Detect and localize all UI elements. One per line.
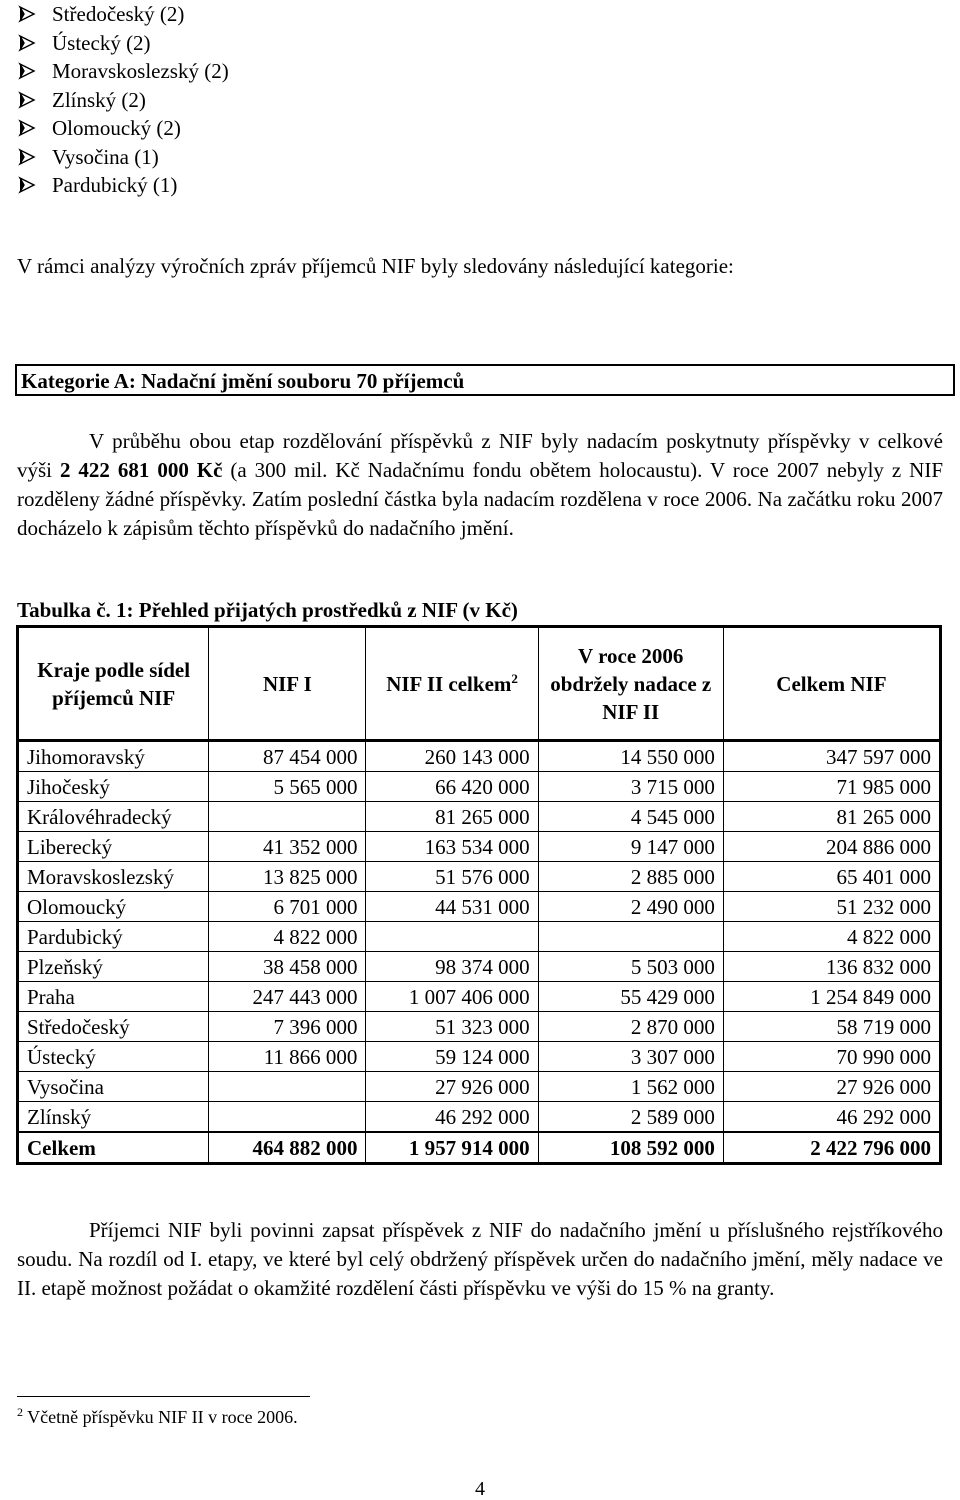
table-row	[18, 892, 941, 922]
region-cell: Pardubický	[18, 922, 209, 952]
region-cell: Moravskoslezský	[18, 862, 209, 892]
amount-cell: 59 124 000	[366, 1042, 538, 1072]
amount-cell: 66 420 000	[366, 772, 538, 802]
amount-cell: 4 822 000	[723, 922, 940, 952]
amount-cell: 9 147 000	[538, 832, 723, 862]
amount-cell	[209, 1102, 366, 1133]
arrowhead-bullet-icon	[18, 148, 52, 166]
amount-cell: 38 458 000	[209, 952, 366, 982]
amount-cell: 2 422 796 000	[723, 1132, 940, 1164]
amount-cell: 51 232 000	[723, 892, 940, 922]
table-row	[18, 741, 941, 772]
table-total-row	[18, 1132, 941, 1164]
amount-cell: 3 715 000	[538, 772, 723, 802]
region-cell: Zlínský	[18, 1102, 209, 1133]
bullet-text: Olomoucký (2)	[52, 116, 181, 141]
amount-cell: 1 957 914 000	[366, 1132, 538, 1164]
amount-cell: 7 396 000	[209, 1012, 366, 1042]
amount-cell: 464 882 000	[209, 1132, 366, 1164]
region-cell: Celkem	[18, 1132, 209, 1164]
intro-paragraph: V rámci analýzy výročních zpráv příjemců NIF byly sledovány následující kategorie:	[17, 254, 734, 278]
arrowhead-bullet-icon	[18, 62, 52, 80]
bullet-item	[18, 171, 229, 200]
amount-cell: 41 352 000	[209, 832, 366, 862]
category-text-after: (a 300 mil. Kč Nadačnímu fondu obětem holocaustu). V roce 2007 nebyly z NIF rozděleny žádné příspěvky. Zatím poslední částka byla nadacím rozdělena v roce 2006. Na začátku roku 2007 docházelo k zápisům těchto příspěvků do nadačního jmění.	[17, 458, 943, 540]
bullet-item	[18, 57, 229, 86]
amount-cell: 2 490 000	[538, 892, 723, 922]
amount-cell: 3 307 000	[538, 1042, 723, 1072]
table-row	[18, 862, 941, 892]
bullet-text: Pardubický (1)	[52, 173, 178, 198]
category-paragraph	[17, 427, 943, 543]
amount-cell: 4 545 000	[538, 802, 723, 832]
header-regions: Kraje podle sídel příjemců NIF	[18, 627, 209, 741]
table-row	[18, 1012, 941, 1042]
amount-cell: 5 503 000	[538, 952, 723, 982]
amount-cell: 13 825 000	[209, 862, 366, 892]
table-row	[18, 1102, 941, 1133]
amount-cell	[209, 1072, 366, 1102]
region-cell: Jihomoravský	[18, 741, 209, 772]
category-heading: Kategorie A: Nadační jmění souboru 70 příjemců	[21, 369, 465, 393]
amount-cell	[209, 802, 366, 832]
amount-cell	[538, 922, 723, 952]
amount-cell: 2 885 000	[538, 862, 723, 892]
footnote-text: Včetně příspěvku NIF II v roce 2006.	[23, 1407, 298, 1427]
amount-cell: 55 429 000	[538, 982, 723, 1012]
bullet-text: Vysočina (1)	[52, 144, 159, 169]
amount-cell: 1 254 849 000	[723, 982, 940, 1012]
region-cell: Jihočeský	[18, 772, 209, 802]
amount-cell: 51 576 000	[366, 862, 538, 892]
table-row	[18, 802, 941, 832]
footnote	[17, 1405, 298, 1429]
bullet-item	[18, 114, 229, 143]
category-heading-box	[15, 364, 955, 396]
amount-cell: 81 265 000	[366, 802, 538, 832]
amount-cell: 98 374 000	[366, 952, 538, 982]
region-cell: Vysočina	[18, 1072, 209, 1102]
amount-cell: 108 592 000	[538, 1132, 723, 1164]
table-row	[18, 952, 941, 982]
header-total: Celkem NIF	[723, 627, 940, 741]
arrowhead-bullet-icon	[18, 176, 52, 194]
table-row	[18, 922, 941, 952]
amount-cell: 1 562 000	[538, 1072, 723, 1102]
amount-cell: 1 007 406 000	[366, 982, 538, 1012]
bullet-text: Zlínský (2)	[52, 87, 146, 112]
region-cell: Středočeský	[18, 1012, 209, 1042]
table-row	[18, 982, 941, 1012]
amount-cell: 2 870 000	[538, 1012, 723, 1042]
amount-cell: 65 401 000	[723, 862, 940, 892]
bullet-item	[18, 29, 229, 58]
amount-cell: 2 589 000	[538, 1102, 723, 1133]
amount-cell: 136 832 000	[723, 952, 940, 982]
table-row	[18, 772, 941, 802]
bullet-text: Ústecký (2)	[52, 30, 151, 55]
header-2006: V roce 2006 obdržely nadace z NIF II	[538, 627, 723, 741]
footnote-reference: 2	[511, 670, 518, 686]
amount-cell	[366, 922, 538, 952]
region-bullet-list	[18, 0, 229, 200]
amount-cell: 51 323 000	[366, 1012, 538, 1042]
arrowhead-bullet-icon	[18, 91, 52, 109]
table-row	[18, 1042, 941, 1072]
amount-cell: 14 550 000	[538, 741, 723, 772]
arrowhead-bullet-icon	[18, 34, 52, 52]
region-cell: Olomoucký	[18, 892, 209, 922]
funds-table	[16, 625, 942, 1165]
amount-cell: 5 565 000	[209, 772, 366, 802]
bullet-text: Středočeský (2)	[52, 2, 185, 27]
amount-cell: 70 990 000	[723, 1042, 940, 1072]
footnote-divider	[17, 1396, 310, 1397]
category-amount: 2 422 681 000 Kč	[59, 458, 223, 482]
amount-cell: 46 292 000	[366, 1102, 538, 1133]
arrowhead-bullet-icon	[18, 5, 52, 23]
amount-cell: 81 265 000	[723, 802, 940, 832]
amount-cell: 11 866 000	[209, 1042, 366, 1072]
region-cell: Královéhradecký	[18, 802, 209, 832]
after-paragraph-text: Příjemci NIF byli povinni zapsat příspěvek z NIF do nadačního jmění u příslušného rejstříkového soudu. Na rozdíl od I. etapy, ve které byl celý obdržený příspěvek určen do nadačního jmění, měly nadace ve II. etapě možnost požádat o okamžité rozdělení části příspěvku ve výši do 15 % na granty.	[17, 1218, 943, 1300]
table-row	[18, 1072, 941, 1102]
bullet-item	[18, 86, 229, 115]
amount-cell: 44 531 000	[366, 892, 538, 922]
amount-cell: 87 454 000	[209, 741, 366, 772]
amount-cell: 247 443 000	[209, 982, 366, 1012]
category-text-before: V průběhu obou etap rozdělování příspěvků z NIF byly nadacím poskytnuty příspěvky v celkové výši	[17, 429, 943, 482]
page-number: 4	[475, 1478, 485, 1500]
amount-cell: 163 534 000	[366, 832, 538, 862]
bullet-text: Moravskoslezský (2)	[52, 59, 229, 84]
table-row	[18, 832, 941, 862]
amount-cell: 260 143 000	[366, 741, 538, 772]
bullet-item	[18, 143, 229, 172]
arrowhead-bullet-icon	[18, 119, 52, 137]
header-nif-2	[366, 627, 538, 741]
table-header-row	[18, 627, 941, 741]
amount-cell: 4 822 000	[209, 922, 366, 952]
amount-cell: 58 719 000	[723, 1012, 940, 1042]
amount-cell: 71 985 000	[723, 772, 940, 802]
footnote-number: 2	[17, 1405, 23, 1419]
amount-cell: 27 926 000	[723, 1072, 940, 1102]
amount-cell: 204 886 000	[723, 832, 940, 862]
table-body	[18, 741, 941, 1164]
amount-cell: 347 597 000	[723, 741, 940, 772]
amount-cell: 46 292 000	[723, 1102, 940, 1133]
region-cell: Plzeňský	[18, 952, 209, 982]
amount-cell: 27 926 000	[366, 1072, 538, 1102]
region-cell: Ústecký	[18, 1042, 209, 1072]
header-nif-1: NIF I	[209, 627, 366, 741]
header-nif-2-label: NIF II celkem	[386, 671, 512, 696]
amount-cell: 6 701 000	[209, 892, 366, 922]
region-cell: Praha	[18, 982, 209, 1012]
table-caption: Tabulka č. 1: Přehled přijatých prostředků z NIF (v Kč)	[17, 598, 518, 622]
region-cell: Liberecký	[18, 832, 209, 862]
after-paragraph	[17, 1216, 943, 1303]
bullet-item	[18, 0, 229, 29]
